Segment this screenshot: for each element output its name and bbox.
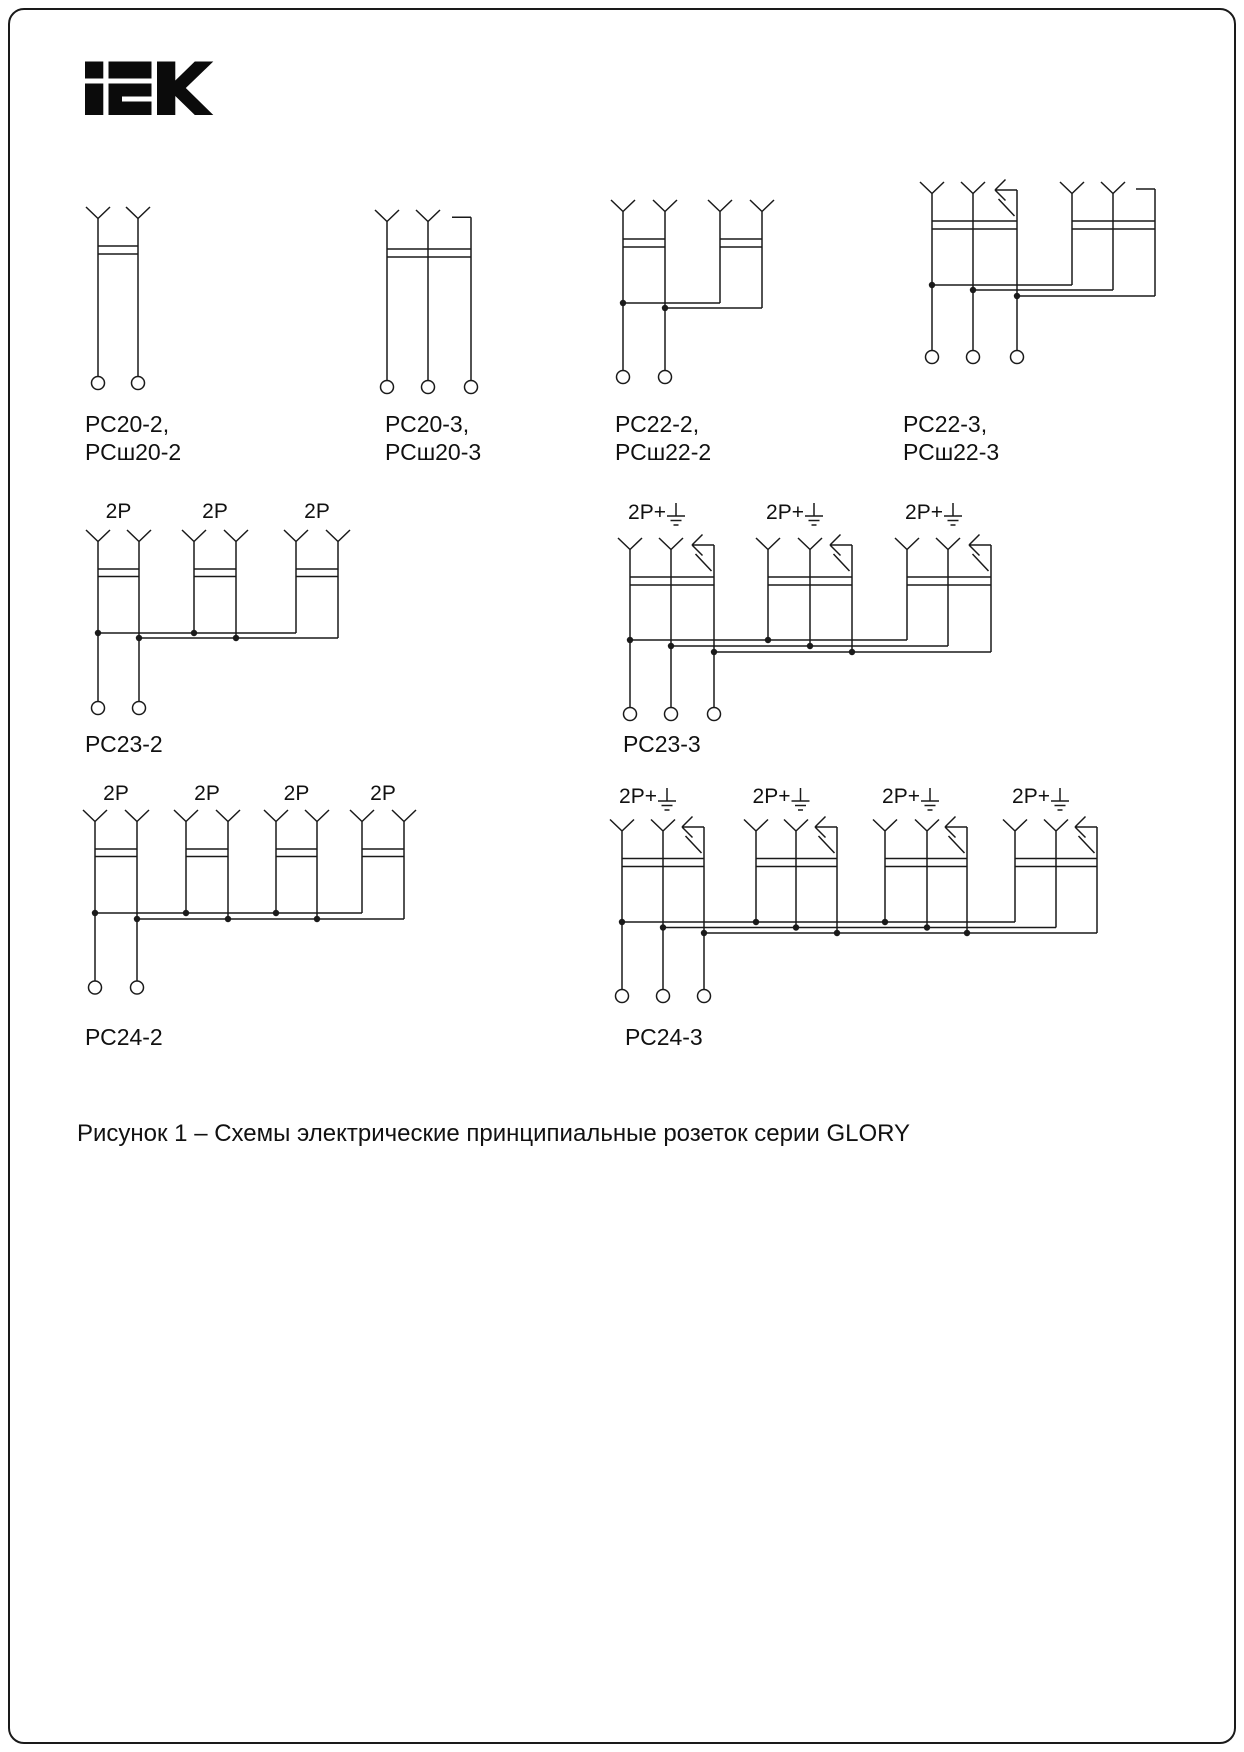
label-line: РСш20-3: [385, 439, 482, 465]
junction-dot: [834, 930, 840, 936]
fork-contact-icon: [1101, 182, 1125, 221]
gang-label: 2Р+: [905, 501, 943, 524]
fork-contact-icon: [756, 538, 780, 577]
fork-contact-icon: [873, 820, 897, 859]
junction-dot: [701, 930, 707, 936]
logo-k: [157, 62, 213, 116]
label-line: РС23-3: [623, 731, 701, 757]
gang-label: 2Р+: [628, 501, 666, 524]
fork-contact-icon: [651, 820, 675, 859]
label-line: РС22-3,: [903, 411, 988, 437]
schematic-pc24-3: [610, 785, 1097, 1003]
earth-symbol-icon: [792, 788, 810, 810]
junction-dot: [314, 916, 320, 922]
fork-contact-icon: [750, 200, 774, 239]
gang-label: 2Р+: [752, 785, 791, 808]
terminal-circle: [698, 990, 711, 1003]
fork-contact-icon: [1060, 182, 1084, 221]
contact-bars: [932, 221, 1155, 229]
logo-i-dot: [85, 62, 103, 79]
fork-contact-icon: [326, 530, 350, 569]
bus-wires: [932, 285, 1155, 296]
wires: [622, 827, 1097, 990]
junction-dot: [970, 287, 976, 293]
fork-contact-icon: [126, 207, 150, 246]
bus-wires: [622, 922, 1097, 933]
fork-contact-icon: [216, 810, 240, 849]
junction-dot: [849, 649, 855, 655]
fork-contact-icon: [895, 538, 919, 577]
terminal-circle: [422, 381, 435, 394]
schematic-pc22-2: [611, 200, 774, 384]
terminal-circle: [131, 981, 144, 994]
earth-contact-arrow-icon: [815, 817, 837, 854]
junction-dot: [660, 924, 666, 930]
earth-contact-arrow-icon: [945, 817, 967, 854]
terminal-circle: [657, 990, 670, 1003]
fork-contact-icon: [83, 810, 107, 849]
schematic-label-pc20-3: [385, 410, 481, 466]
junction-dot: [662, 305, 668, 311]
earth-symbol-icon: [658, 788, 676, 810]
terminal-circle: [133, 702, 146, 715]
fork-contact-icon: [284, 530, 308, 569]
fork-contact-icon: [708, 200, 732, 239]
terminal-circle: [465, 381, 478, 394]
earth-contact-arrow-icon: [969, 535, 991, 572]
terminal-circle: [659, 371, 672, 384]
earth-symbol-icon: [944, 503, 962, 525]
schematic-label-pc24-2: [85, 1023, 163, 1051]
fork-contact-icon: [350, 810, 374, 849]
earth-contact-arrow-icon: [692, 535, 714, 572]
fork-contact-icon: [127, 530, 151, 569]
fork-contact-icon: [174, 810, 198, 849]
schematic-pc23-3: [618, 501, 991, 721]
schematic-label-pc22-2: [615, 410, 711, 466]
junction-dot: [1014, 293, 1020, 299]
fork-contact-icon: [744, 820, 768, 859]
schematic-pc23-2: [86, 500, 350, 715]
iek-logo: [85, 62, 213, 116]
terminal-circle: [381, 381, 394, 394]
fork-contact-icon: [1003, 820, 1027, 859]
junction-dot: [627, 637, 633, 643]
fork-contact-icon: [915, 820, 939, 859]
label-line: РС23-2: [85, 731, 163, 757]
gang-label: 2Р+: [619, 785, 657, 808]
wires: [387, 217, 471, 380]
label-line: РС22-2,: [615, 411, 700, 437]
gang-label: 2Р+: [766, 501, 804, 524]
fork-contact-icon: [1044, 820, 1068, 859]
wires: [95, 849, 404, 981]
fork-contact-icon: [375, 210, 399, 249]
junction-dot: [136, 635, 142, 641]
schematic-pc22-3: [920, 180, 1155, 364]
junction-dot: [92, 910, 98, 916]
wires: [932, 189, 1155, 351]
fork-contact-icon: [125, 810, 149, 849]
gang-label: 2Р: [103, 782, 129, 805]
junction-dot: [191, 630, 197, 636]
terminal-circle: [708, 708, 721, 721]
terminal-circle: [1011, 351, 1024, 364]
schematic-pc20-3: [375, 210, 478, 394]
terminal-circle: [967, 351, 980, 364]
label-line: РСш22-2: [615, 439, 712, 465]
junction-dot: [233, 635, 239, 641]
earth-symbol-icon: [805, 503, 823, 525]
schematic-label-pc22-3: [903, 410, 999, 466]
terminal-circle: [617, 371, 630, 384]
wires: [98, 569, 338, 702]
fork-contact-icon: [392, 810, 416, 849]
logo-e-top-bar: [109, 62, 152, 79]
terminal-circle: [616, 990, 629, 1003]
schematic-pc20-2: [86, 207, 150, 390]
fork-contact-icon: [784, 820, 808, 859]
junction-dot: [225, 916, 231, 922]
junction-dot: [882, 919, 888, 925]
gang-label: 2Р: [105, 500, 132, 523]
terminal-circle: [624, 708, 637, 721]
label-line: РСш22-3: [903, 439, 1000, 465]
terminal-circle: [92, 702, 105, 715]
terminal-circle: [926, 351, 939, 364]
earth-contact-arrow-icon: [1075, 817, 1097, 854]
fork-contact-icon: [618, 538, 642, 577]
junction-dot: [924, 924, 930, 930]
earth-contact-arrow-icon: [830, 535, 852, 572]
gang-label: 2Р: [283, 782, 310, 805]
label-line: РС24-3: [625, 1024, 703, 1050]
label-line: РС24-2: [85, 1024, 163, 1050]
bus-wires: [623, 303, 762, 308]
fork-contact-icon: [798, 538, 822, 577]
terminal-circle: [132, 377, 145, 390]
contact-bars: [622, 859, 1097, 867]
junction-dot: [807, 643, 813, 649]
label-line: РС20-3,: [385, 411, 470, 437]
fork-contact-icon: [653, 200, 677, 239]
junction-dot: [95, 630, 101, 636]
terminal-circle: [92, 377, 105, 390]
earth-contact-arrow-icon: [995, 180, 1017, 217]
fork-contact-icon: [264, 810, 288, 849]
fork-contact-icon: [416, 210, 440, 249]
contact-bars: [98, 569, 338, 577]
label-line: РС20-2,: [85, 411, 170, 437]
wires: [98, 246, 138, 377]
contact-bars: [98, 246, 138, 254]
schematic-label-pc23-3: [623, 730, 701, 758]
earth-symbol-icon: [921, 788, 939, 810]
schematic-label-pc24-3: [625, 1023, 703, 1051]
gang-label: 2Р+: [882, 785, 920, 808]
junction-dot: [273, 910, 279, 916]
fork-contact-icon: [305, 810, 329, 849]
bus-wires: [95, 913, 404, 919]
fork-contact-icon: [182, 530, 206, 569]
fork-contact-icon: [86, 207, 110, 246]
junction-dot: [765, 637, 771, 643]
fork-contact-icon: [659, 538, 683, 577]
gang-label: 2Р: [304, 500, 330, 523]
schematic-pc24-2: [83, 782, 416, 994]
fork-contact-icon: [610, 820, 634, 859]
earth-contact-arrow-icon: [682, 817, 704, 854]
schematic-label-pc20-2: [85, 410, 181, 466]
terminal-circle: [665, 708, 678, 721]
terminal-circle: [89, 981, 102, 994]
logo-e-body: [109, 84, 152, 116]
fork-contact-icon: [224, 530, 248, 569]
junction-dot: [668, 643, 674, 649]
bus-wires: [98, 633, 338, 638]
junction-dot: [619, 919, 625, 925]
schematic-label-pc23-2: [85, 730, 163, 758]
junction-dot: [711, 649, 717, 655]
junction-dot: [620, 300, 626, 306]
label-line: РСш20-2: [85, 439, 182, 465]
junction-dot: [929, 282, 935, 288]
gang-label: 2Р: [202, 500, 228, 523]
junction-dot: [134, 916, 140, 922]
contact-bars: [623, 239, 762, 247]
contact-bars: [95, 849, 404, 857]
contact-bars: [387, 249, 471, 257]
logo-i-stem: [85, 84, 103, 116]
fork-contact-icon: [936, 538, 960, 577]
gang-label: 2Р+: [1012, 785, 1050, 808]
junction-dot: [793, 924, 799, 930]
figure-caption: Рисунок 1 – Схемы электрические принципиальные розеток серии GLORY: [77, 1120, 911, 1147]
wires: [623, 239, 762, 371]
fork-contact-icon: [86, 530, 110, 569]
junction-dot: [753, 919, 759, 925]
earth-symbol-icon: [1051, 788, 1069, 810]
earth-symbol-icon: [667, 503, 685, 525]
gang-label: 2Р: [194, 782, 220, 805]
fork-contact-icon: [920, 182, 944, 221]
fork-contact-icon: [611, 200, 635, 239]
gang-label: 2Р: [370, 782, 396, 805]
junction-dot: [183, 910, 189, 916]
junction-dot: [964, 930, 970, 936]
fork-contact-icon: [961, 182, 985, 221]
